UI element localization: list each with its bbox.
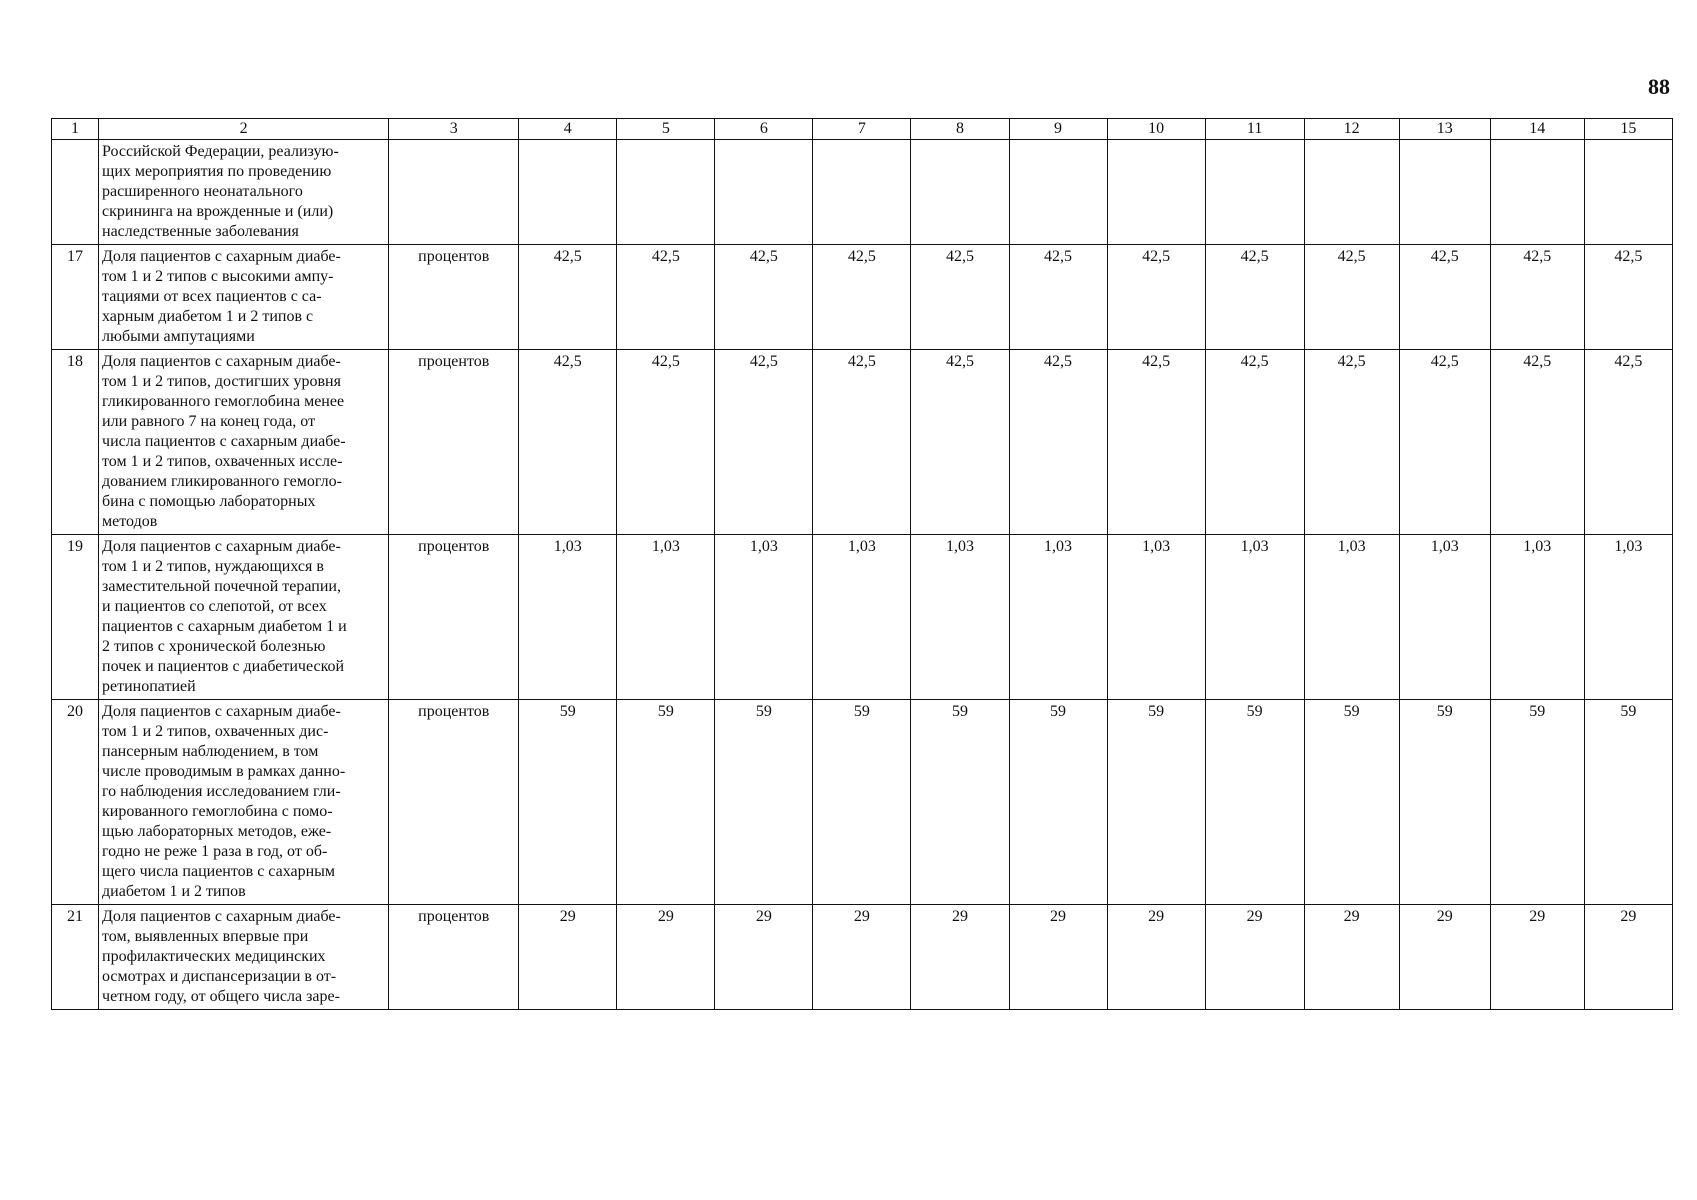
value-cell: 1,03: [911, 535, 1009, 700]
description-line: Доля пациентов с сахарным диабе-: [102, 353, 341, 370]
value-cell: 42,5: [1009, 245, 1107, 350]
column-header: 14: [1490, 119, 1584, 140]
description-line: харным диабетом 1 и 2 типов с: [102, 308, 314, 325]
description-line: пациентов с сахарным диабетом 1 и: [102, 618, 347, 635]
value-cell: 1,03: [1205, 535, 1304, 700]
value-cell: 1,03: [519, 535, 617, 700]
value-cell: 29: [1304, 905, 1399, 1010]
description-line: гликированного гемоглобина менее: [102, 393, 345, 410]
row-number: 19: [52, 535, 99, 700]
value-cell: 42,5: [1107, 245, 1205, 350]
description-line: четном году, от общего числа заре-: [102, 988, 340, 1005]
indicator-description: [99, 245, 389, 350]
value-cell: [617, 140, 715, 245]
value-cell: [715, 140, 813, 245]
value-cell: 59: [911, 700, 1009, 905]
description-line: том 1 и 2 типов, охваченных дис-: [102, 723, 329, 740]
description-line: осмотрах и диспансеризации в от-: [102, 968, 337, 985]
indicator-description: [99, 140, 389, 245]
description-line: дованием гликированного гемогло-: [102, 473, 342, 490]
description-line: том 1 и 2 типов, охваченных иссле-: [102, 453, 343, 470]
value-cell: 1,03: [813, 535, 911, 700]
value-cell: 42,5: [1584, 350, 1672, 535]
row-number: 21: [52, 905, 99, 1010]
value-cell: [1205, 140, 1304, 245]
value-cell: [1584, 140, 1672, 245]
description-line: почек и пациентов с диабетической: [102, 658, 345, 675]
value-cell: 29: [1399, 905, 1490, 1010]
description-line: расширенного неонатального: [102, 183, 303, 200]
description-line: профилактических медицинских: [102, 948, 326, 965]
value-cell: 42,5: [1490, 350, 1584, 535]
value-cell: 59: [813, 700, 911, 905]
value-cell: 42,5: [519, 245, 617, 350]
page-number: 88: [1648, 74, 1670, 99]
unit-cell: процентов: [389, 350, 519, 535]
row-number: 20: [52, 700, 99, 905]
column-header: 4: [519, 119, 617, 140]
table-row: [52, 700, 1673, 905]
value-cell: 59: [1107, 700, 1205, 905]
header-row: [52, 119, 1673, 140]
description-line: том 1 и 2 типов с высокими ампу-: [102, 268, 334, 285]
value-cell: 29: [715, 905, 813, 1010]
unit-cell: процентов: [389, 700, 519, 905]
table-row: [52, 905, 1673, 1010]
value-cell: 1,03: [715, 535, 813, 700]
value-cell: 42,5: [617, 245, 715, 350]
value-cell: [813, 140, 911, 245]
description-line: том 1 и 2 типов, достигших уровня: [102, 373, 341, 390]
column-header: 12: [1304, 119, 1399, 140]
column-header: 13: [1399, 119, 1490, 140]
value-cell: 59: [1205, 700, 1304, 905]
value-cell: 59: [1399, 700, 1490, 905]
value-cell: 42,5: [1399, 245, 1490, 350]
value-cell: 59: [1584, 700, 1672, 905]
value-cell: [519, 140, 617, 245]
table-row: [52, 140, 1673, 245]
value-cell: 42,5: [1584, 245, 1672, 350]
column-header: 9: [1009, 119, 1107, 140]
description-line: Доля пациентов с сахарным диабе-: [102, 908, 341, 925]
description-line: пансерным наблюдением, в том: [102, 743, 319, 760]
value-cell: 29: [1490, 905, 1584, 1010]
value-cell: 59: [1304, 700, 1399, 905]
value-cell: 59: [1490, 700, 1584, 905]
description-line: тациями от всех пациентов с са-: [102, 288, 322, 305]
value-cell: 42,5: [1304, 350, 1399, 535]
value-cell: 42,5: [519, 350, 617, 535]
value-cell: [1107, 140, 1205, 245]
table-row: [52, 535, 1673, 700]
indicator-table: [51, 118, 1673, 1010]
value-cell: 1,03: [1107, 535, 1205, 700]
value-cell: 42,5: [813, 350, 911, 535]
value-cell: 29: [519, 905, 617, 1010]
column-header: 10: [1107, 119, 1205, 140]
description-line: числе проводимым в рамках данно-: [102, 763, 346, 780]
value-cell: 42,5: [911, 350, 1009, 535]
value-cell: 29: [813, 905, 911, 1010]
value-cell: [1490, 140, 1584, 245]
column-header: 2: [99, 119, 389, 140]
value-cell: [1399, 140, 1490, 245]
value-cell: 42,5: [1399, 350, 1490, 535]
value-cell: 1,03: [1399, 535, 1490, 700]
value-cell: 42,5: [1304, 245, 1399, 350]
value-cell: 59: [519, 700, 617, 905]
value-cell: 42,5: [1009, 350, 1107, 535]
description-line: методов: [102, 513, 158, 530]
column-header: 8: [911, 119, 1009, 140]
value-cell: 29: [911, 905, 1009, 1010]
description-line: кированного гемоглобина с помо-: [102, 803, 333, 820]
indicator-description: [99, 350, 389, 535]
description-line: щих мероприятия по проведению: [102, 163, 332, 180]
description-line: том 1 и 2 типов, нуждающихся в: [102, 558, 324, 575]
description-line: числа пациентов с сахарным диабе-: [102, 433, 346, 450]
description-line: 2 типов с хронической болезнью: [102, 638, 326, 655]
value-cell: 59: [715, 700, 813, 905]
unit-cell: процентов: [389, 245, 519, 350]
description-line: Доля пациентов с сахарным диабе-: [102, 538, 341, 555]
column-header: 1: [52, 119, 99, 140]
value-cell: 42,5: [1107, 350, 1205, 535]
description-line: Доля пациентов с сахарным диабе-: [102, 703, 341, 720]
description-line: и пациентов со слепотой, от всех: [102, 598, 327, 615]
description-line: или равного 7 на конец года, от: [102, 413, 316, 430]
value-cell: 42,5: [813, 245, 911, 350]
indicator-description: [99, 905, 389, 1010]
column-header: 7: [813, 119, 911, 140]
value-cell: 42,5: [715, 350, 813, 535]
unit-cell: процентов: [389, 535, 519, 700]
value-cell: 1,03: [1304, 535, 1399, 700]
value-cell: 42,5: [911, 245, 1009, 350]
column-header: 6: [715, 119, 813, 140]
description-line: щего числа пациентов с сахарным: [102, 863, 336, 880]
value-cell: 29: [617, 905, 715, 1010]
description-line: заместительной почечной терапии,: [102, 578, 341, 595]
description-line: наследственные заболевания: [102, 223, 299, 240]
value-cell: 29: [1107, 905, 1205, 1010]
row-number: [52, 140, 99, 245]
value-cell: 59: [1009, 700, 1107, 905]
row-number: 17: [52, 245, 99, 350]
description-line: скрининга на врожденные и (или): [102, 203, 334, 220]
value-cell: 42,5: [1490, 245, 1584, 350]
description-line: любыми ампутациями: [102, 328, 255, 345]
description-line: Доля пациентов с сахарным диабе-: [102, 248, 341, 265]
value-cell: 1,03: [1584, 535, 1672, 700]
indicator-description: [99, 535, 389, 700]
value-cell: 1,03: [1009, 535, 1107, 700]
row-number: 18: [52, 350, 99, 535]
description-line: го наблюдения исследованием гли-: [102, 783, 341, 800]
description-line: Российской Федерации, реализую-: [102, 143, 339, 160]
description-line: ретинопатией: [102, 678, 196, 695]
description-line: диабетом 1 и 2 типов: [102, 883, 246, 900]
description-line: бина с помощью лабораторных: [102, 493, 316, 510]
unit-cell: [389, 140, 519, 245]
description-line: годно не реже 1 раза в год, от об-: [102, 843, 328, 860]
value-cell: [1304, 140, 1399, 245]
value-cell: 29: [1009, 905, 1107, 1010]
value-cell: 29: [1205, 905, 1304, 1010]
indicator-description: [99, 700, 389, 905]
table-row: [52, 350, 1673, 535]
value-cell: 1,03: [617, 535, 715, 700]
value-cell: 42,5: [715, 245, 813, 350]
value-cell: [1009, 140, 1107, 245]
column-header: 11: [1205, 119, 1304, 140]
value-cell: [911, 140, 1009, 245]
value-cell: 42,5: [1205, 350, 1304, 535]
unit-cell: процентов: [389, 905, 519, 1010]
column-header: 3: [389, 119, 519, 140]
value-cell: 59: [617, 700, 715, 905]
value-cell: 1,03: [1490, 535, 1584, 700]
table-row: [52, 245, 1673, 350]
column-header: 15: [1584, 119, 1672, 140]
description-line: том, выявленных впервые при: [102, 928, 309, 945]
description-line: щью лабораторных методов, еже-: [102, 823, 332, 840]
value-cell: 29: [1584, 905, 1672, 1010]
column-header: 5: [617, 119, 715, 140]
value-cell: 42,5: [1205, 245, 1304, 350]
value-cell: 42,5: [617, 350, 715, 535]
